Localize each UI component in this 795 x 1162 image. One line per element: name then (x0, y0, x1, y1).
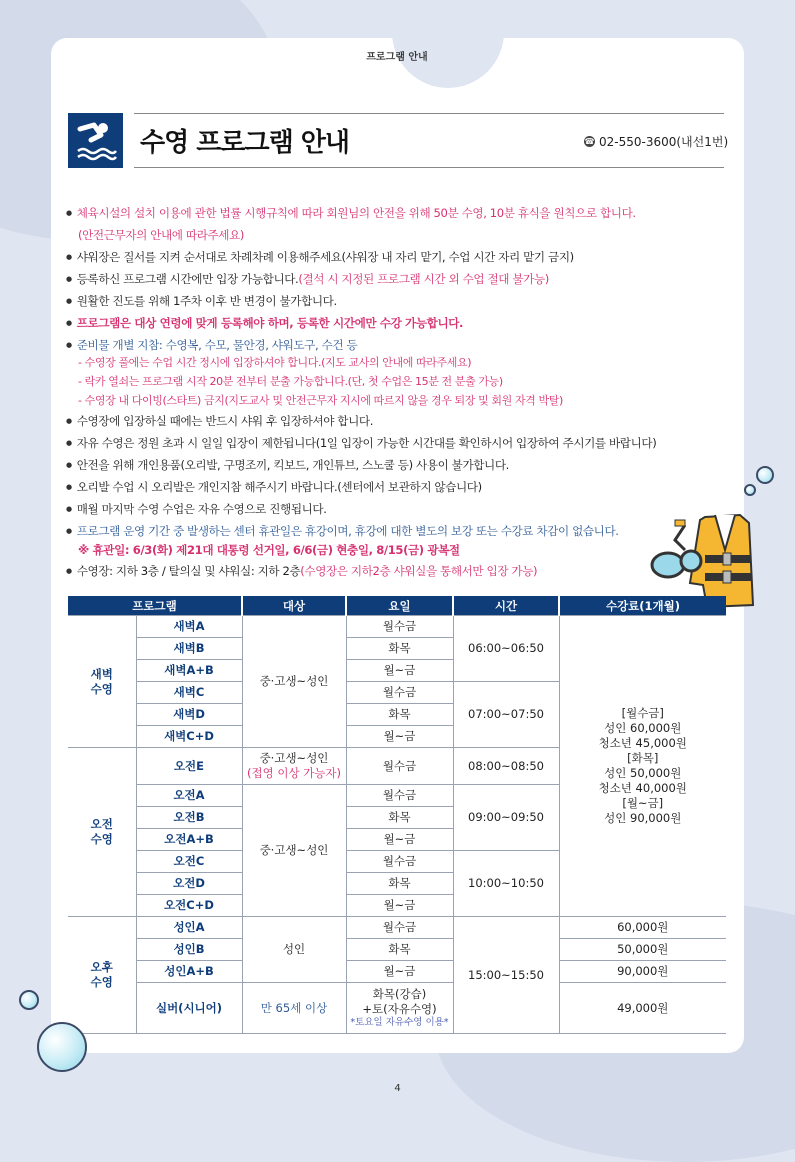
day-cell: 월~금 (346, 726, 453, 748)
day-text: 화목(강습) (372, 986, 427, 1001)
swimmer-icon (68, 113, 123, 168)
group-label: 새벽 수영 (68, 616, 136, 748)
list-item: - 수영장 풀에는 수업 시간 정시에 입장하셔야 합니다.(지도 교사의 안내에 따라주세요) (78, 356, 472, 369)
day-cell: 월수금 (346, 616, 453, 638)
bubble-icon (19, 990, 39, 1010)
note-text: 수영장: 지하 3층 / 탈의실 및 샤워실: 지하 2층 (76, 564, 301, 578)
list-item: (안전근무자의 안내에 따라주세요) (78, 228, 245, 242)
bubble-icon (37, 1022, 87, 1072)
list-item: ● 준비물 개별 지참: 수영복, 수모, 물안경, 샤워도구, 수건 등 (66, 337, 357, 353)
program-name: 새벽B (136, 638, 242, 660)
program-table (68, 596, 726, 1034)
phone-text: 02-550-3600(내선1번) (599, 135, 729, 149)
table-row (68, 961, 726, 983)
table-header: 요일 (346, 596, 453, 616)
program-name: 새벽D (136, 704, 242, 726)
time-cell: 06:00~06:50 (453, 616, 559, 682)
group-label: 오후 수영 (68, 917, 136, 1034)
fee-line: [월~금] (622, 795, 664, 810)
phone-number (584, 133, 728, 150)
life-jacket-icon (645, 465, 760, 615)
fee-line: 청소년 40,000원 (598, 780, 687, 795)
day-cell: 월수금 (346, 917, 453, 939)
program-name: 새벽C (136, 682, 242, 704)
table-row (68, 917, 726, 939)
target-note: (접영 이상 가능자) (246, 766, 342, 780)
table-header: 시간 (453, 596, 559, 616)
fee-line: 청소년 45,000원 (598, 736, 687, 751)
table-row (68, 983, 726, 1034)
program-name: 새벽C+D (136, 726, 242, 748)
holiday-note: ※ 휴관일: 6/3(화) 제21대 대통령 선거일, 6/6(금) 현충일, 8/15(금) 광복절 (78, 543, 460, 557)
day-cell: 화목 (346, 704, 453, 726)
target-cell: 성인 (242, 917, 346, 983)
list-item: ● 수영장에 입장하실 때에는 반드시 샤워 후 입장하셔야 합니다. (66, 413, 373, 429)
target-cell: 중·고생~성인 (242, 785, 346, 917)
table-row (68, 616, 726, 638)
list-item: ● 샤워장은 질서를 지켜 순서대로 차례차례 이용해주세요(샤워장 내 자리 맡기, 수업 시간 자리 맡기 금지) (66, 249, 574, 265)
program-name: 오전C (136, 851, 242, 873)
program-name: 오전E (136, 748, 242, 785)
day-cell: 화목 (346, 939, 453, 961)
table-header: 대상 (242, 596, 346, 616)
list-item: - 락카 열쇠는 프로그램 시작 20분 전부터 분출 가능합니다.(단, 첫 수업은 15분 전 분출 가능) (78, 375, 503, 388)
day-cell: 월수금 (346, 748, 453, 785)
list-item: ● 체육시설의 설치 이용에 관한 법률 시행규칙에 따라 회원님의 안전을 위해 50분 수영, 10분 휴식을 원칙으로 합니다. (66, 205, 636, 221)
table-header: 수강료(1개월) (559, 596, 726, 616)
fee-cell: 90,000원 (559, 961, 726, 983)
day-cell: 월~금 (346, 829, 453, 851)
fee-line: [화목] (627, 751, 659, 766)
program-name: 오전D (136, 873, 242, 895)
divider (134, 113, 724, 114)
phone-icon: ☎ (584, 137, 595, 146)
fee-cell: 49,000원 (559, 983, 726, 1034)
table-row (68, 939, 726, 961)
group-label: 오전 수영 (68, 748, 136, 917)
program-name: 실버(시니어) (136, 983, 242, 1034)
time-cell: 08:00~08:50 (453, 748, 559, 785)
program-name: 성인A (136, 917, 242, 939)
fee-cell: 60,000원 (559, 917, 726, 939)
program-name: 새벽A+B (136, 660, 242, 682)
program-name: 성인A+B (136, 961, 242, 983)
program-name: 성인B (136, 939, 242, 961)
fee-cell (559, 616, 726, 917)
fee-line: 성인 60,000원 (604, 721, 682, 736)
page-number: 4 (394, 1083, 401, 1094)
list-item: - 수영장 내 다이빙(스타트) 금지(지도교사 및 안전근무자 지시에 따르지 않을 경우 퇴장 및 회원 자격 박탈) (78, 394, 563, 407)
page-title: 수영 프로그램 안내 (140, 128, 350, 158)
day-cell: 월수금 (346, 682, 453, 704)
day-cell: 월~금 (346, 961, 453, 983)
list-item: ● 매월 마지막 수영 수업은 자유 수영으로 진행됩니다. (66, 501, 327, 517)
program-name: 오전C+D (136, 895, 242, 917)
fee-line: [월수금] (621, 706, 664, 721)
note-highlight: (결석 시 지정된 프로그램 시간 외 수업 절대 불가능) (298, 272, 549, 286)
day-cell: 월수금 (346, 785, 453, 807)
target-cell (242, 748, 346, 785)
time-cell: 07:00~07:50 (453, 682, 559, 748)
list-item: ● 오리발 수업 시 오리발은 개인지참 해주시기 바랍니다.(센터에서 보관하지 않습니다) (66, 479, 482, 495)
time-cell: 10:00~10:50 (453, 851, 559, 917)
day-cell: 화목 (346, 873, 453, 895)
fee-line: 성인 50,000원 (604, 766, 682, 780)
note-text: 등록하신 프로그램 시간에만 입장 가능합니다. (76, 272, 299, 286)
list-item: ● 안전을 위해 개인용품(오리발, 구명조끼, 킥보드, 개인튜브, 스노쿨 등) 사용이 불가합니다. (66, 457, 509, 473)
note-highlight: (수영장은 지하2층 샤워실을 통해서만 입장 가능) (300, 564, 538, 578)
time-cell: 09:00~09:50 (453, 785, 559, 851)
program-name: 오전A (136, 785, 242, 807)
day-text: +토(자유수영) (362, 1001, 437, 1016)
target-cell: 만 65세 이상 (242, 983, 346, 1034)
day-cell: 화목 (346, 807, 453, 829)
section-tab (392, 38, 504, 88)
day-cell: 월수금 (346, 851, 453, 873)
day-cell: 월~금 (346, 895, 453, 917)
list-item (66, 271, 549, 287)
fee-line: 성인 90,000원 (604, 810, 682, 825)
program-name: 오전B (136, 807, 242, 829)
program-name: 오전A+B (136, 829, 242, 851)
day-cell: 월~금 (346, 660, 453, 682)
day-cell (346, 983, 453, 1034)
time-cell: 15:00~15:50 (453, 917, 559, 1034)
target-text: 중·고생~성인 (259, 751, 329, 766)
bubble-icon (756, 466, 774, 484)
list-item: ● 프로그램 운영 기간 중 발생하는 센터 휴관일은 휴강이며, 휴강에 대한 별도의 보강 또는 수강료 차감이 없습니다. (66, 523, 619, 539)
day-cell: 화목 (346, 638, 453, 660)
target-cell: 중·고생~성인 (242, 616, 346, 748)
list-item: ● 자유 수영은 정원 초과 시 일일 입장이 제한됩니다(1일 입장이 가능한 시간대를 확인하시어 입장하여 주시기를 바랍니다) (66, 435, 656, 451)
divider (134, 167, 724, 168)
program-name: 새벽A (136, 616, 242, 638)
day-note: *토요일 자유수영 이용* (350, 1016, 449, 1028)
table-header: 프로그램 (68, 596, 242, 616)
section-tab-label: 프로그램 안내 (366, 52, 428, 63)
list-item: ● 프로그램은 대상 연령에 맞게 등록해야 하며, 등록한 시간에만 수강 가능합니다. (66, 315, 463, 331)
bubble-icon (744, 484, 756, 496)
list-item: ● 원활한 진도를 위해 1주차 이후 반 변경이 불가합니다. (66, 293, 337, 309)
list-item (66, 563, 537, 579)
fee-cell: 50,000원 (559, 939, 726, 961)
